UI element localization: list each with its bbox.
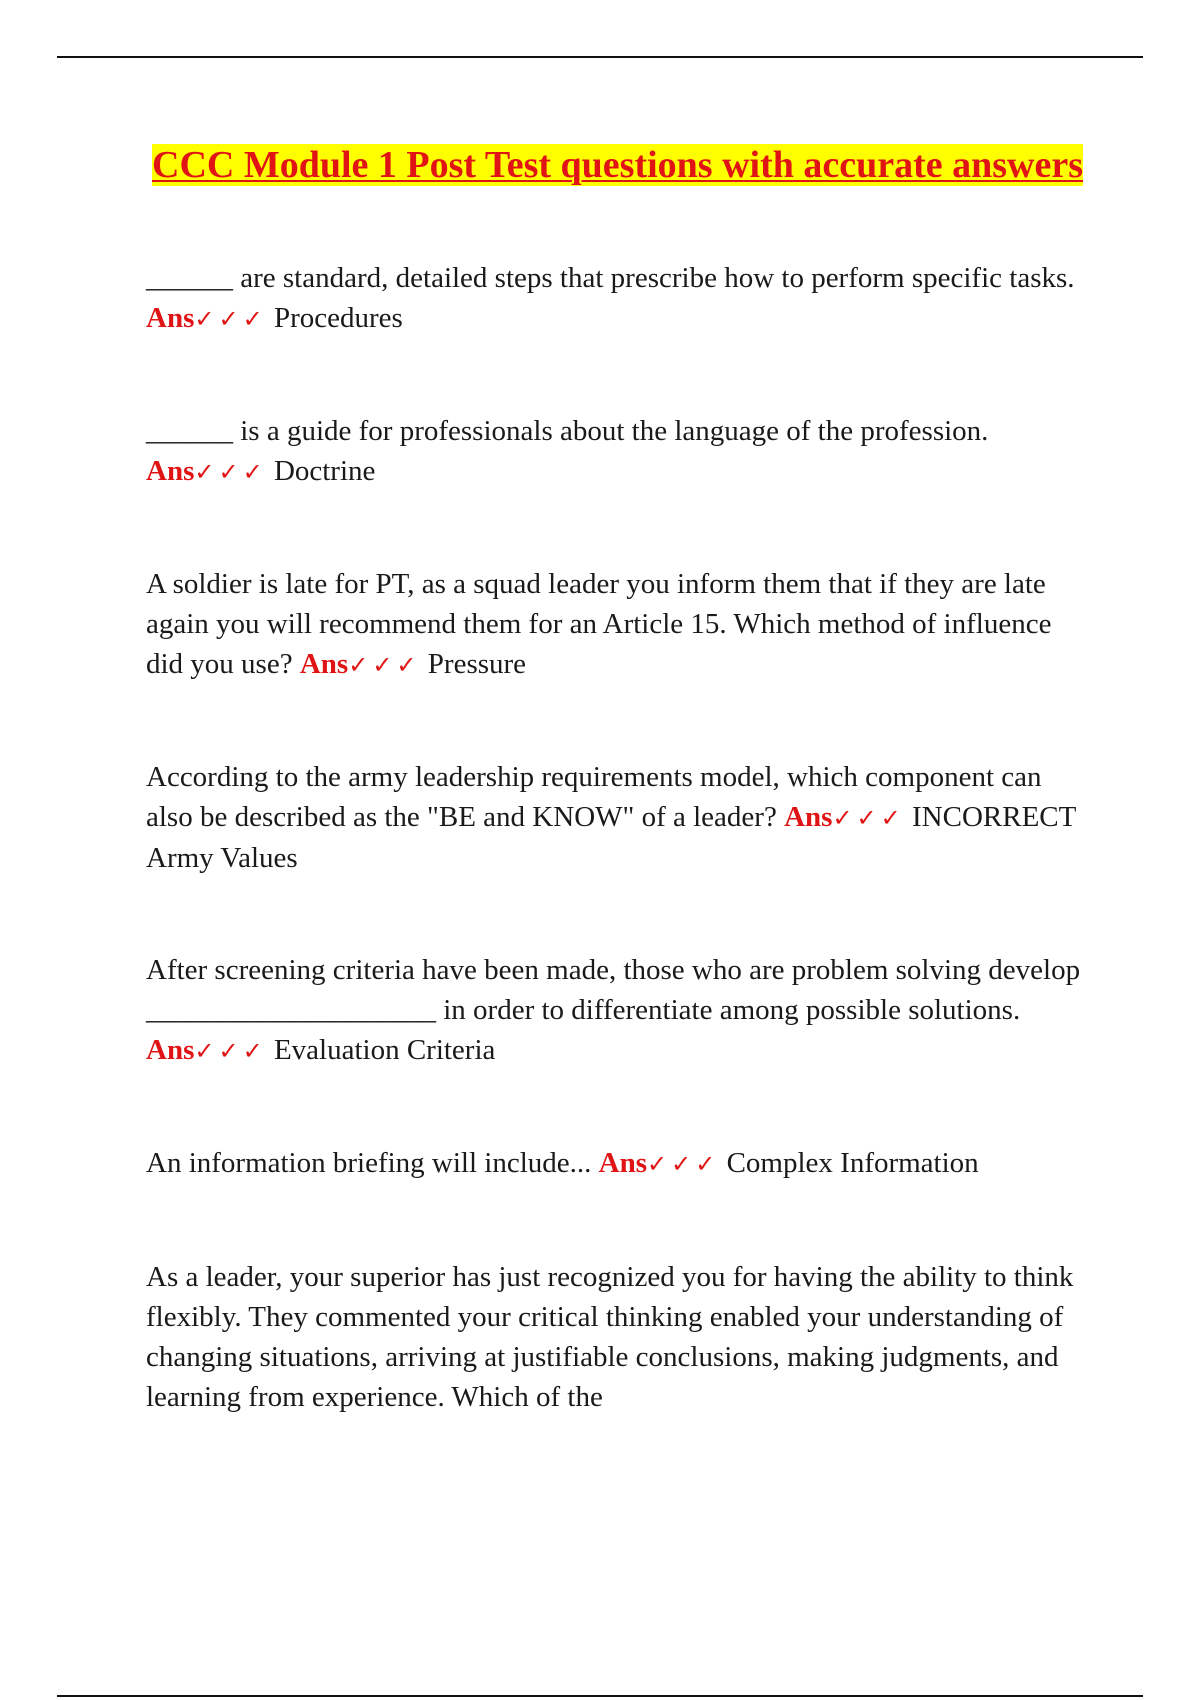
question-text: According to the army leadership requirements model, which component can also be described as the "BE and KNOW" of a leader? [146,761,1042,833]
checkmark-icon: ✓✓✓ [194,458,267,486]
checkmark-icon: ✓✓✓ [348,651,421,679]
question-text: ______ are standard, detailed steps that prescribe how to perform specific tasks. [146,262,1075,294]
question-text: As a leader, your superior has just recognized you for having the ability to think flexibly. They commented your critical thinking enabled your understanding of changing situations, arriving at justifiable conclusions, making judgments, and learning from experience. Which of the [146,1261,1074,1413]
answer-label: Ans [146,455,195,487]
bottom-divider [57,1695,1143,1697]
page-title-text: CCC Module 1 Post Test questions with accurate answers [152,144,1083,186]
question-text: A soldier is late for PT, as a squad leader you inform them that if they are late again you will recommend them for an Article 15. Which method of influence did you use? [146,568,1052,680]
answer-label: Ans [146,1034,195,1066]
answer-text: Pressure [427,648,527,680]
question-text: ______ is a guide for professionals about the language of the profession. [146,415,989,447]
answer-label: Ans [146,302,195,334]
qa-item-7 [146,1257,1086,1417]
qa-item-1 [146,258,1086,339]
page-title [140,140,1095,191]
qa-item-2 [146,411,1086,492]
checkmark-icon: ✓✓✓ [647,1150,720,1178]
answer-text: INCORRECT Army Values [146,801,1076,874]
answer-label: Ans [299,648,349,680]
qa-list [146,258,1086,1417]
answer-text: Evaluation Criteria [273,1034,496,1066]
answer-text: Procedures [273,302,403,334]
answer-text: Doctrine [273,455,376,487]
qa-item-6 [146,1143,1086,1184]
qa-item-5 [146,950,1086,1071]
question-text: An information briefing will include... [146,1147,592,1179]
qa-item-4 [146,757,1086,878]
answer-label: Ans [784,801,833,833]
answer-label: Ans [598,1147,647,1179]
top-divider [57,56,1143,58]
answer-text: Complex Information [726,1147,979,1179]
checkmark-icon: ✓✓✓ [194,1037,267,1065]
question-text: After screening criteria have been made, those who are problem solving develop ____________________ in order to differentiate among possible solutions. [146,954,1081,1026]
qa-item-3 [146,564,1086,685]
checkmark-icon: ✓✓✓ [194,305,267,333]
checkmark-icon: ✓✓✓ [832,804,905,832]
